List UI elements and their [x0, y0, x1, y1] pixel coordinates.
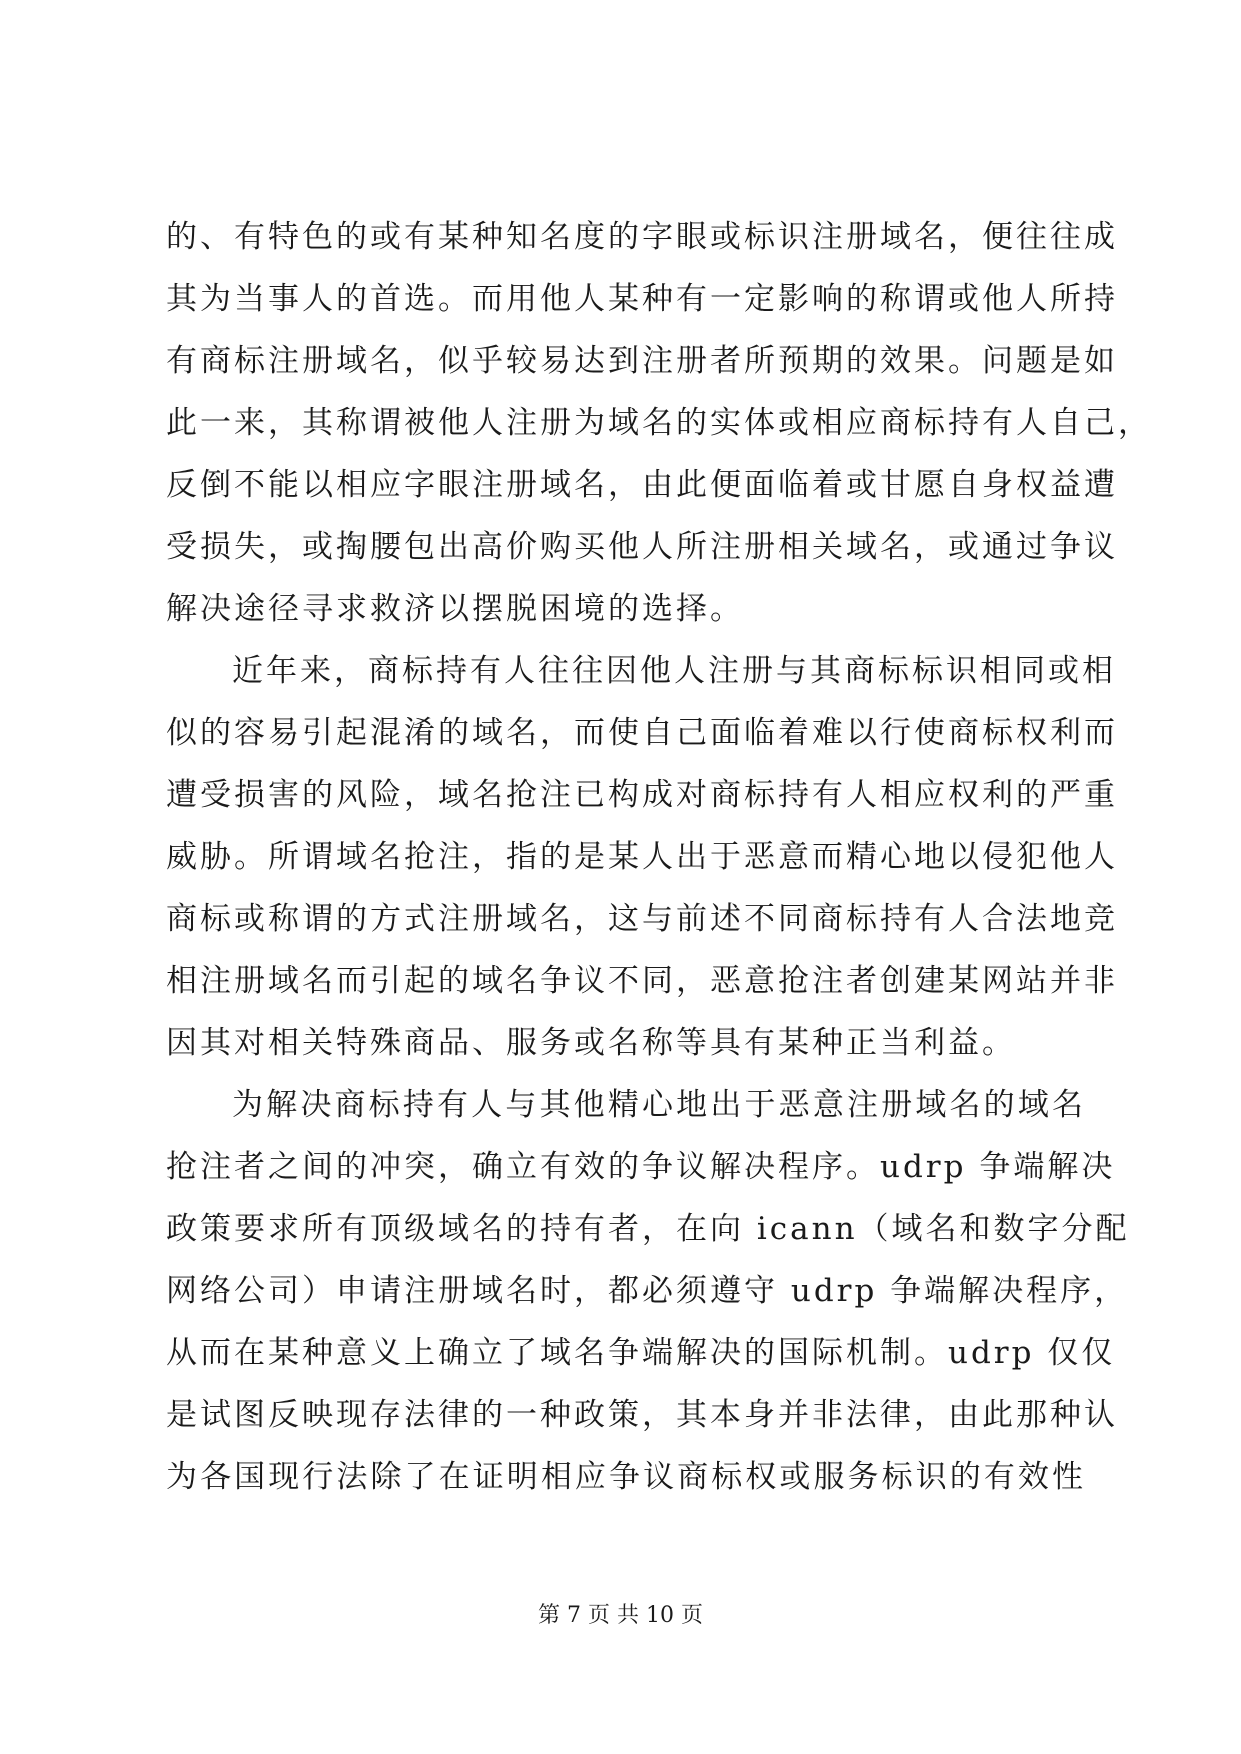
text-line: 网络公司）申请注册域名时，都必须遵守 udrp 争端解决程序， — [166, 1273, 1129, 1309]
text-line: 商标或称谓的方式注册域名，这与前述不同商标持有人合法地竞 — [166, 901, 1118, 937]
text-line: 近年来，商标持有人往往因他人注册与其商标标识相同或相 — [232, 653, 1116, 689]
text-line: 遭受损害的风险，域名抢注已构成对商标持有人相应权利的严重 — [166, 777, 1118, 813]
text-line: 因其对相关特殊商品、服务或名称等具有某种正当利益。 — [166, 1025, 1016, 1061]
body-text — [166, 206, 1152, 1508]
paragraph-2 — [166, 640, 1118, 1074]
text-line: 为各国现行法除了在证明相应争议商标权或服务标识的有效性 — [166, 1459, 1086, 1495]
text-line: 解决途径寻求救济以摆脱困境的选择。 — [166, 591, 744, 627]
text-line: 受损失，或掏腰包出高价购买他人所注册相关域名，或通过争议 — [166, 529, 1118, 565]
text-line: 反倒不能以相应字眼注册域名，由此便面临着或甘愿自身权益遭 — [166, 467, 1118, 503]
text-line: 抢注者之间的冲突，确立有效的争议解决程序。udrp 争端解决 — [166, 1149, 1116, 1185]
text-line: 此一来，其称谓被他人注册为域名的实体或相应商标持有人自己， — [166, 405, 1152, 441]
paragraph-1 — [166, 206, 1152, 640]
text-line: 的、有特色的或有某种知名度的字眼或标识注册域名，便往往成 — [166, 219, 1118, 255]
paragraph-3 — [166, 1074, 1130, 1508]
text-line: 有商标注册域名，似乎较易达到注册者所预期的效果。问题是如 — [166, 343, 1118, 379]
text-line: 威胁。所谓域名抢注，指的是某人出于恶意而精心地以侵犯他人 — [166, 839, 1118, 875]
text-line: 为解决商标持有人与其他精心地出于恶意注册域名的域名 — [232, 1087, 1086, 1123]
text-line: 相注册域名而引起的域名争议不同，恶意抢注者创建某网站并非 — [166, 963, 1118, 999]
text-line: 是试图反映现存法律的一种政策，其本身并非法律，由此那种认 — [166, 1397, 1118, 1433]
page-number-footer: 第 7 页 共 10 页 — [538, 1603, 703, 1628]
text-line: 其为当事人的首选。而用他人某种有一定影响的称谓或他人所持 — [166, 281, 1118, 317]
text-line: 政策要求所有顶级域名的持有者，在向 icann（域名和数字分配 — [166, 1211, 1130, 1247]
text-line: 从而在某种意义上确立了域名争端解决的国际机制。udrp 仅仅 — [166, 1335, 1116, 1371]
text-line: 似的容易引起混淆的域名，而使自己面临着难以行使商标权利而 — [166, 715, 1118, 751]
